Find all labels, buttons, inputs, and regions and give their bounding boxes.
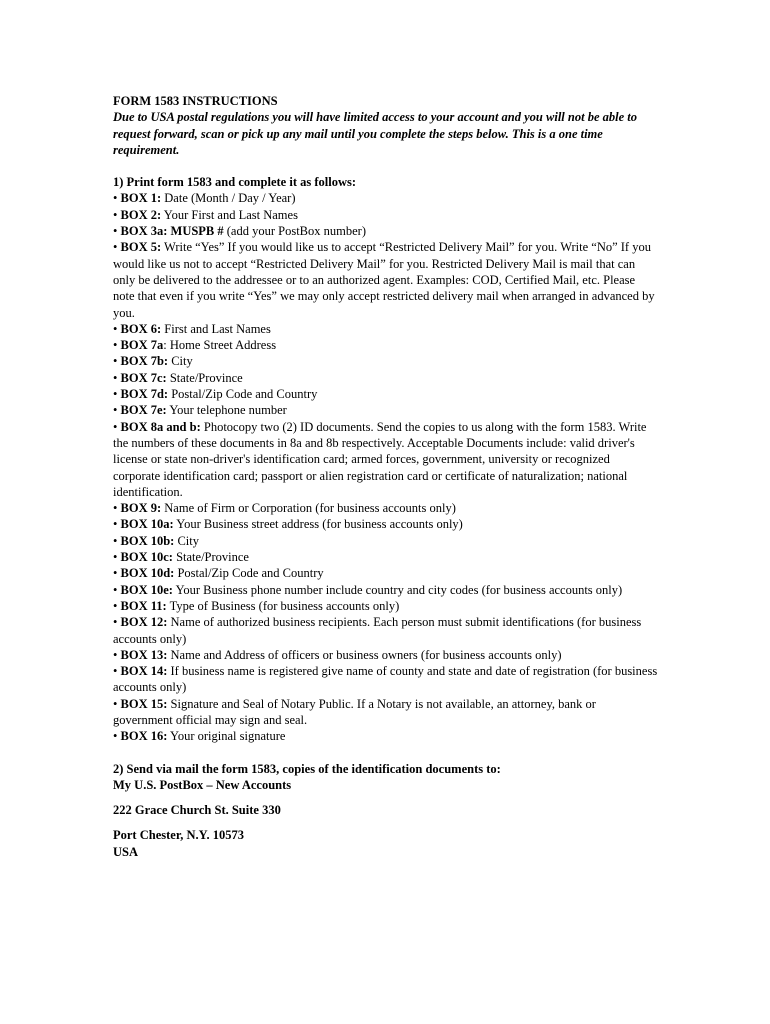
bullet-icon: • <box>113 240 118 255</box>
bullet-icon: • <box>113 501 118 516</box>
bullet-icon: • <box>113 207 118 222</box>
box-description: Name of authorized business recipients. Each person must submit identifications (for business accounts only) <box>113 615 642 646</box>
box-description: Your Business street address (for business accounts only) <box>173 517 463 532</box>
list-item <box>113 647 658 663</box>
box-label: BOX 10e: <box>120 582 173 597</box>
box-description: : Home Street Address <box>163 338 277 353</box>
box-instructions-list <box>113 190 658 744</box>
bullet-icon: • <box>113 419 118 434</box>
bullet-icon: • <box>113 224 118 239</box>
box-description: Photocopy two (2) ID documents. Send the copies to us along with the form 1583. Write the numbers of these documents in 8a and 8b respectively. Acceptable Documents include: valid driver's license or state non-driver's identification card; armed forces, government, university or recognized corporate identification card; passport or alien registration card or certificate of naturalization; national identification. <box>113 419 647 499</box>
list-item <box>113 402 658 418</box>
list-item <box>113 370 658 386</box>
box-label: BOX 10c: <box>120 550 173 565</box>
box-label: BOX 8a and b: <box>120 419 201 434</box>
box-label: BOX 9: <box>120 501 162 516</box>
bullet-icon: • <box>113 647 118 662</box>
spacer <box>113 818 658 827</box>
bullet-icon: • <box>113 550 118 565</box>
box-label: BOX 1: <box>120 191 162 206</box>
list-item <box>113 353 658 369</box>
bullet-icon: • <box>113 387 118 402</box>
spacer <box>113 158 658 174</box>
box-description: (add your PostBox number) <box>223 224 366 239</box>
box-label: BOX 3a: MUSPB # <box>120 224 224 239</box>
box-label: BOX 6: <box>120 321 162 336</box>
box-label: BOX 5: <box>120 240 162 255</box>
box-description: Name of Firm or Corporation (for business accounts only) <box>161 501 456 516</box>
instructions-page <box>113 93 658 860</box>
box-description: Your First and Last Names <box>161 207 298 222</box>
box-description: Your original signature <box>167 729 286 744</box>
list-item <box>113 500 658 516</box>
box-label: BOX 7e: <box>120 403 167 418</box>
list-item <box>113 582 658 598</box>
list-item <box>113 516 658 532</box>
box-description: Type of Business (for business accounts only) <box>166 598 400 613</box>
box-label: BOX 7d: <box>120 387 169 402</box>
page-title: FORM 1583 INSTRUCTIONS <box>113 94 278 108</box>
bullet-icon: • <box>113 338 118 353</box>
bullet-icon: • <box>113 533 118 548</box>
bullet-icon: • <box>113 566 118 581</box>
box-label: BOX 7c: <box>120 370 167 385</box>
box-description: Your telephone number <box>166 403 287 418</box>
box-description: City <box>168 354 193 369</box>
bullet-icon: • <box>113 729 118 744</box>
bullet-icon: • <box>113 191 118 206</box>
bullet-icon: • <box>113 615 118 630</box>
address-line-3: Port Chester, N.Y. 10573 <box>113 828 245 843</box>
box-label: BOX 10a: <box>120 517 174 532</box>
box-label: BOX 10b: <box>120 533 175 548</box>
box-label: BOX 15: <box>120 696 168 711</box>
bullet-icon: • <box>113 664 118 679</box>
box-description: Signature and Seal of Notary Public. If a Notary is not available, an attorney, bank or government official may sign and seal. <box>113 696 596 727</box>
step2-heading: 2) Send via mail the form 1583, copies of the identification documents to: <box>113 761 501 776</box>
box-description: Name and Address of officers or business owners (for business accounts only) <box>167 647 562 662</box>
box-label: BOX 2: <box>120 207 162 222</box>
box-label: BOX 16: <box>120 729 168 744</box>
box-label: BOX 12: <box>120 615 168 630</box>
list-item <box>113 614 658 647</box>
box-label: BOX 7b: <box>120 354 169 369</box>
list-item <box>113 696 658 729</box>
list-item <box>113 728 658 744</box>
box-label: BOX 14: <box>120 664 168 679</box>
address-line-2: 222 Grace Church St. Suite 330 <box>113 803 281 818</box>
list-item <box>113 549 658 565</box>
box-description: Postal/Zip Code and Country <box>168 387 318 402</box>
bullet-icon: • <box>113 582 118 597</box>
list-item <box>113 533 658 549</box>
list-item <box>113 190 658 206</box>
bullet-icon: • <box>113 321 118 336</box>
box-description: First and Last Names <box>161 321 271 336</box>
box-label: BOX 10d: <box>120 566 175 581</box>
step1-heading: 1) Print form 1583 and complete it as follows: <box>113 175 357 190</box>
bullet-icon: • <box>113 403 118 418</box>
box-description: State/Province <box>172 550 249 565</box>
box-description: Write “Yes” If you would like us to accept “Restricted Delivery Mail” for you. Write “No” If you would like us not to accept “Restricted Delivery Mail” for you. Restricted Delivery Mail is mail that can only be delivered to the addressee or to an authorized agent. Examples: COD, Certified Mail, etc. Please note that even if you write “Yes” we may only accept restricted delivery mail when arranged in advanced by you. <box>113 240 655 320</box>
box-description: Postal/Zip Code and Country <box>174 566 324 581</box>
list-item <box>113 663 658 696</box>
list-item <box>113 337 658 353</box>
bullet-icon: • <box>113 696 118 711</box>
box-description: Date (Month / Day / Year) <box>161 191 296 206</box>
list-item <box>113 565 658 581</box>
list-item <box>113 419 658 500</box>
bullet-icon: • <box>113 370 118 385</box>
bullet-icon: • <box>113 517 118 532</box>
list-item <box>113 223 658 239</box>
intro-paragraph: Due to USA postal regulations you will have limited access to your account and you will not be able to request forward, scan or pick up any mail until you complete the steps below. This is a one time requirement. <box>113 110 637 157</box>
list-item <box>113 239 658 320</box>
list-item <box>113 321 658 337</box>
box-description: If business name is registered give name of county and state and date of registration (for business accounts only) <box>113 664 658 695</box>
bullet-icon: • <box>113 598 118 613</box>
address-line-4: USA <box>113 844 139 859</box>
spacer <box>113 793 658 802</box>
box-description: City <box>174 533 200 548</box>
list-item <box>113 386 658 402</box>
list-item <box>113 207 658 223</box>
box-description: Your Business phone number include country and city codes (for business accounts only) <box>172 582 623 597</box>
bullet-icon: • <box>113 354 118 369</box>
spacer <box>113 745 658 761</box>
box-label: BOX 7a <box>120 338 164 353</box>
address-line-1: My U.S. PostBox – New Accounts <box>113 777 292 792</box>
list-item <box>113 598 658 614</box>
box-label: BOX 11: <box>120 598 167 613</box>
box-label: BOX 13: <box>120 647 168 662</box>
box-description: State/Province <box>166 370 243 385</box>
